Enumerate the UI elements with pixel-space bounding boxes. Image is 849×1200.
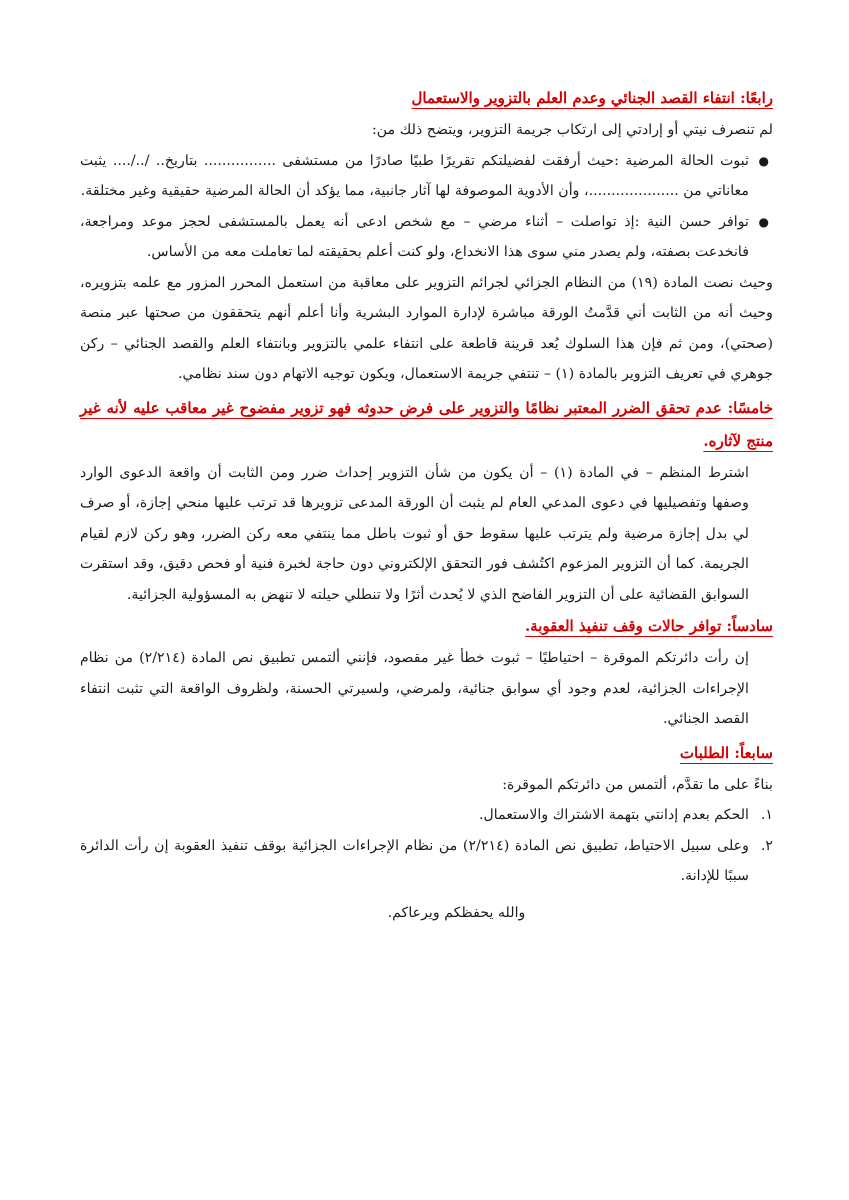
bullet-icon: ● xyxy=(758,214,769,229)
section-5-body: اشترط المنظم – في المادة (١) – أن يكون من شأن التزوير إحداث ضرر ومن الثابت أن واقعة الدعوى الوارد وصفها وتفصيليها في دعوى المدعي العام لم يثبت أن الورقة المدعى تزويرها قد ترتب عليها منحي إجازة، أو صرف لي بدل إجازة مرضية ولم يترتب عليها سقوط حق أو ثبوت باطل مما ينتفي معه ركن الضرر، وهو ركن لازم لقيام الجريمة. كما أن التزوير المزعوم اكتُشف فور التحقق الإلكتروني دون حاجة لخبرة فنية أو فحص دقيق، وقد استقرت السوابق القضائية على أن التزوير الفاضح الذي لا يُحدث أثرًا ولا تنطلي حيلته لا تنهض به المسؤولية الجزائية. xyxy=(80,464,750,603)
requests-list xyxy=(80,800,773,892)
list-item xyxy=(80,146,769,207)
bullet-text: ثبوت الحالة المرضية :حيث أرفقت لفضيلتكم تقريرًا طبيًا صادرًا من مستشفى ................ بتاريخ.. /../.... يثبت معاناتي من ....................، وأن الأدوية الموصوفة لها آثار جانبية، مما يؤكد أن الحالة المرضية حقيقية وغير مختلقة. xyxy=(80,152,749,199)
section-4-legal-paragraph: وحيث نصت المادة (١٩) من النظام الجزائي لجرائم التزوير على معاقبة من استعمل المحرر المزور مع علمه بتزويره، وحيث أنه من الثابت أني قدَّمتُ الورقة مباشرة لإدارة الموارد البشرية وأنا أعلم أنهم يتحققون من صحتها عبر منصة (صحتي)، ومن ثم فإن هذا السلوك يُعد قرينة قاطعة على انتفاء علمي بالتزوير وبانتفاء العلم والقصد الجنائي – ركن جوهري في تعريف التزوير بالمادة (١) – تنتفي جريمة الاستعمال، ويكون توجيه الاتهام دون سند نظامي. xyxy=(80,274,773,382)
section-6-heading: سادساً: توافر حالات وقف تنفيذ العقوبة. xyxy=(524,617,773,635)
section-5-heading: خامسًا: عدم تحقق الضرر المعتبر نظامًا والتزوير على فرض حدوثه فهو تزوير مفضوح غير معاقب عليه لأنه غير منتج لآثاره. xyxy=(80,398,773,450)
section-6-body: إن رأت دائرتكم الموقرة – احتياطيًا – ثبوت خطأ غير مقصود، فإنني ألتمس تطبيق نص المادة (٢/٢١٤) من نظام الإجراءات الجزائية، لعدم وجود أي سوابق جنائية، ولمرضي، ولسيرتي الحسنة، ولظروف الواقعة التي تثبت انتفاء القصد الجنائي. xyxy=(80,650,749,727)
request-number: ١. xyxy=(760,807,773,823)
closing-line: والله يحفظكم ويرعاكم. xyxy=(387,904,526,921)
section-7-heading: سابعاً: الطلبات xyxy=(679,743,773,762)
list-item xyxy=(80,207,769,268)
list-item xyxy=(80,800,773,831)
request-number: ٢. xyxy=(760,837,773,854)
section-7-intro: بناءً على ما تقدَّم، ألتمس من دائرتكم الموقرة: xyxy=(502,776,773,793)
document-page xyxy=(80,82,773,928)
request-text: وعلى سبيل الاحتياط، تطبيق نص المادة (٢/٢١٤) من نظام الإجراءات الجزائية بوقف تنفيذ العقوبة إن رأت الدائرة سببًا للإدانة. xyxy=(80,837,749,884)
request-text: الحكم بعدم إدانتي بتهمة الاشتراك والاستعمال. xyxy=(478,807,749,823)
section-4-intro: لم تنصرف نيتي أو إرادتي إلى ارتكاب جريمة التزوير، ويتضح ذلك من: xyxy=(372,122,773,138)
bullet-icon: ● xyxy=(758,153,769,168)
list-item xyxy=(80,831,773,892)
section-4-heading: رابعًا: انتفاء القصد الجنائي وعدم العلم بالتزوير والاستعمال xyxy=(411,89,773,107)
bullet-text: توافر حسن النية :إذ تواصلت – أثناء مرضي – مع شخص ادعى أنه يعمل بالمستشفى لحجز موعد ومراجعة، فانخدعت بصفته، ولم يصدر مني سوى هذا الانخداع، ولو كنت أعلم بحقيقته لما تعاملت معه من الأساس. xyxy=(80,213,749,260)
section-4-bullet-list xyxy=(80,146,773,268)
